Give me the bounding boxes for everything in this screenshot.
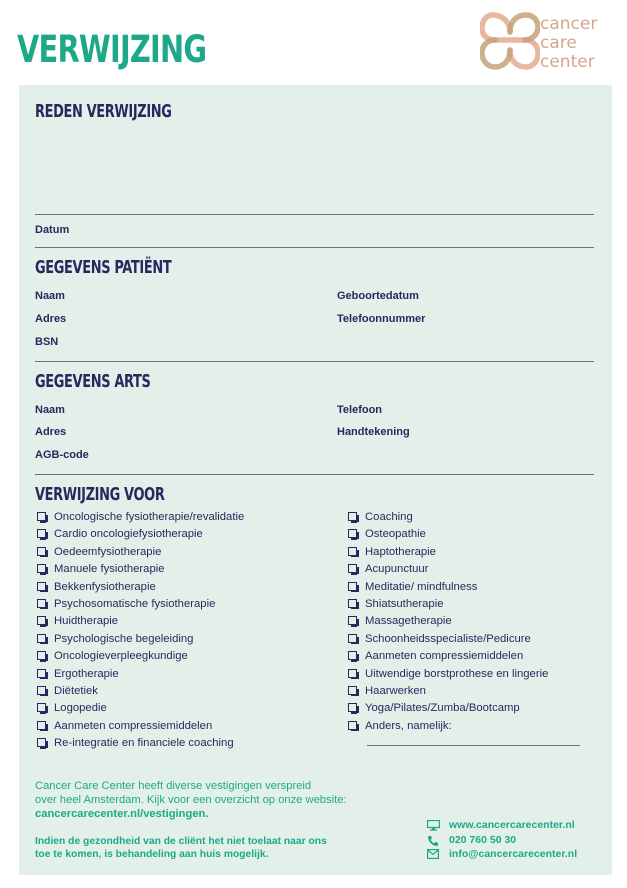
checklist-item[interactable] [347,649,548,666]
checkbox-icon[interactable] [348,512,357,521]
checklist-item-label: Haptotherapie [365,545,436,558]
website-row[interactable] [427,819,577,834]
checklist-item[interactable] [347,667,548,684]
checklist-item[interactable] [347,527,548,544]
checklist-item[interactable] [347,545,548,562]
datum-label: Datum [35,224,70,236]
checklist-item[interactable] [36,545,244,562]
checkbox-icon[interactable] [348,721,357,730]
vestigingen-link[interactable]: cancercarecenter.nl/vestigingen. [35,808,209,820]
checklist-item-label: Aanmeten compressiemiddelen [365,650,524,663]
checklist-item-label: Oncologische fysiotherapie/revalidatie [54,511,245,523]
arts-heading: GEGEVENS ARTS [35,371,151,392]
form-panel [19,85,612,875]
checkbox-icon[interactable] [348,547,357,556]
logo-line-center: center [540,52,595,72]
checklist-item[interactable] [347,632,548,649]
checkbox-icon[interactable] [37,738,46,747]
arts-agb-label: AGB-code [35,449,89,461]
reden-text-line[interactable] [35,214,594,215]
checkbox-icon[interactable] [37,582,46,591]
phone-number[interactable]: 020 760 50 30 [449,833,517,846]
checklist-item-label: Shiatsutherapie [365,597,444,610]
checklist-item-label: Acupunctuur [365,563,429,576]
arts-handtekening-label: Handtekening [337,426,410,438]
checklist-item[interactable] [36,736,244,753]
home-note-line: toe te komen, is behandeling aan huis mogelijk. [35,849,269,860]
patient-telefoonnummer-label: Telefoonnummer [337,313,426,325]
patient-heading: GEGEVENS PATIËNT [35,257,172,278]
checkbox-icon[interactable] [348,651,357,660]
checklist-item-label: Psychologische begeleiding [54,632,194,645]
divider [35,247,594,248]
checklist-item[interactable] [36,684,244,701]
checkbox-icon[interactable] [37,686,46,695]
patient-naam-label: Naam [35,290,65,302]
checklist-item[interactable] [36,667,244,684]
checklist-item-label: Anders, namelijk: [365,719,452,732]
divider [35,361,594,362]
page-title: VERWIJZING [17,28,207,71]
patient-geboortedatum-label: Geboortedatum [337,290,419,302]
contact-info [427,819,577,863]
checklist-item-label: Bekkenfysiotherapie [54,580,156,593]
arts-adres-label: Adres [35,426,67,438]
checklist-item-label: Aanmeten compressiemiddelen [54,719,213,732]
checkbox-icon[interactable] [37,564,46,573]
checklist-item[interactable] [347,510,548,527]
checklist-item-label: Logopedie [54,702,107,715]
checklist-item-label: Oedeemfysiotherapie [54,545,162,558]
arts-naam-label: Naam [35,404,65,416]
checkbox-icon[interactable] [348,669,357,678]
checklist-item-label: Meditatie/ mindfulness [365,580,478,593]
logo-mark-icon [480,12,540,70]
checklist-item-label: Massagetherapie [365,615,452,628]
checklist-item[interactable] [347,580,548,597]
anders-input-line[interactable] [367,745,580,746]
checklist-item-label: Oncologieverpleegkundige [54,650,188,663]
checklist-item[interactable] [347,701,548,718]
checkbox-icon[interactable] [37,703,46,712]
email-link[interactable]: info@cancercarecenter.nl [449,848,578,860]
logo-text [540,15,597,72]
logo-line-cancer: cancer [540,14,598,34]
checkbox-icon[interactable] [348,599,357,608]
checklist-item[interactable] [347,719,548,736]
checklist-item[interactable] [36,527,244,544]
checklist-item-label: Huidtherapie [54,615,119,628]
checkbox-icon[interactable] [348,703,357,712]
checklist-item[interactable] [36,597,244,614]
checklist-item-label: Diëtetiek [54,684,98,697]
email-row[interactable] [427,848,577,863]
checkbox-icon[interactable] [348,686,357,695]
checkbox-icon[interactable] [37,599,46,608]
checklist-item-label: Osteopathie [365,528,426,541]
checklist-item-label: Psychosomatische fysiotherapie [54,597,216,610]
website-link[interactable]: www.cancercarecenter.nl [449,819,575,831]
checklist-item[interactable] [36,719,244,736]
checkbox-icon[interactable] [348,634,357,643]
checkbox-icon[interactable] [37,634,46,643]
phone-row[interactable] [427,834,577,849]
checklist-item[interactable] [36,649,244,666]
cancer-care-center-logo [480,12,620,72]
checkbox-icon[interactable] [37,651,46,660]
checklist-item[interactable] [36,562,244,579]
checklist-item[interactable] [347,684,548,701]
checklist-item[interactable] [347,562,548,579]
checklist-item-label: Yoga/Pilates/Zumba/Bootcamp [365,702,520,715]
checklist-item[interactable] [347,597,548,614]
home-note-line: Indien de gezondheid van de cliënt het niet toelaat naar ons [35,836,327,847]
checklist-item-label: Uitwendige borstprothese en lingerie [365,667,549,680]
patient-adres-label: Adres [35,313,67,325]
right-checklist [347,510,548,736]
checkbox-icon[interactable] [37,721,46,730]
checkbox-icon[interactable] [348,529,357,538]
checkbox-icon[interactable] [37,529,46,538]
checkbox-icon[interactable] [37,547,46,556]
reden-heading: REDEN VERWIJZING [35,101,172,122]
checkbox-icon[interactable] [37,512,46,521]
phone-icon [427,835,439,847]
checklist-item[interactable] [36,510,244,527]
checkbox-icon[interactable] [37,616,46,625]
monitor-icon [427,820,440,831]
checklist-item[interactable] [36,580,244,597]
checkbox-icon[interactable] [37,669,46,678]
checkbox-icon[interactable] [348,582,357,591]
patient-bsn-label: BSN [35,336,59,348]
footer-line: over heel Amsterdam. Kijk voor een overzicht op onze website: [35,794,347,806]
checkbox-icon[interactable] [348,616,357,625]
checklist-item-label: Re-integratie en financiele coaching [54,737,234,750]
checklist-item-label: Ergotherapie [54,667,119,680]
checklist-item-label: Manuele fysiotherapie [54,563,165,576]
checkbox-icon[interactable] [348,564,357,573]
footer-info [35,779,347,821]
arts-telefoon-label: Telefoon [337,404,383,416]
envelope-icon [427,849,439,859]
footer-line: Cancer Care Center heeft diverse vestigingen verspreid [35,780,312,792]
checklist-item-label: Haarwerken [365,684,426,697]
left-checklist [36,510,244,753]
verwijzing-heading: VERWIJZING VOOR [35,484,165,505]
checklist-item-label: Schoonheidsspecialiste/Pedicure [365,632,531,645]
divider [35,474,594,475]
logo-line-care: care [540,33,577,53]
home-treatment-note [35,835,327,861]
checklist-item[interactable] [36,701,244,718]
checklist-item[interactable] [347,614,548,631]
checklist-item-label: Coaching [365,511,413,523]
checklist-item[interactable] [36,614,244,631]
checklist-item-label: Cardio oncologiefysiotherapie [54,528,203,541]
checklist-item[interactable] [36,632,244,649]
